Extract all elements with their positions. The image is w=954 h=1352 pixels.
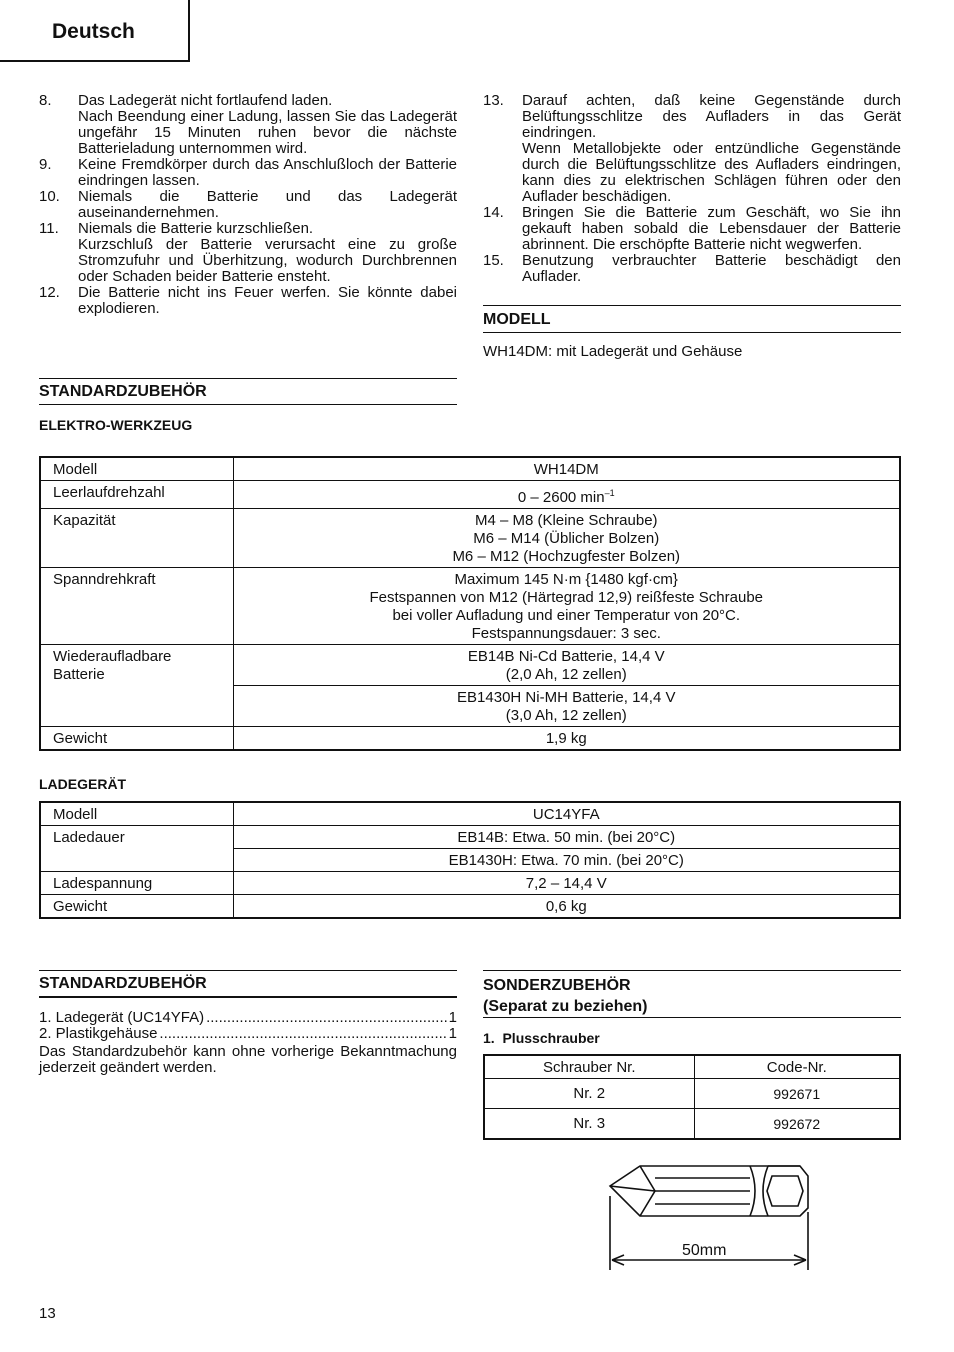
- spec-label-text: Wiederaufladbare Batterie: [53, 648, 172, 683]
- table-row: [40, 481, 900, 509]
- list-item-number: 8.: [39, 92, 52, 109]
- charger-spec-table: [39, 801, 901, 919]
- list-item-line: Die Batterie nicht ins Feuer werfen. Sie könnte dabei explodieren.: [78, 284, 457, 317]
- list-item-line: Niemals die Batterie und das Ladegerät auseinandernehmen.: [78, 188, 457, 221]
- list-item-body: [78, 221, 457, 285]
- spec-value-line: EB14B: Etwa. 50 min. (bei 20°C): [457, 829, 676, 846]
- list-item-body: [78, 189, 457, 221]
- standard-accessories-heading-2-text: STANDARDZUBEHÖR: [39, 975, 207, 992]
- list-item: [483, 93, 901, 205]
- list-item-body: [78, 285, 457, 317]
- spec-value-line: (3,0 Ah, 12 zellen): [505, 707, 627, 724]
- spec-label: Kapazität: [40, 509, 233, 568]
- optional-heading-line: SONDERZUBEHÖR: [483, 977, 631, 994]
- spec-label: Modell: [40, 457, 233, 481]
- list-item-body: [522, 93, 901, 205]
- spec-label: Leerlaufdrehzahl: [40, 481, 233, 509]
- leader-dots: [159, 1026, 446, 1042]
- spec-superscript: –1: [604, 488, 615, 498]
- table-cell: 992671: [694, 1079, 900, 1109]
- spec-value: [233, 645, 900, 686]
- spec-value-line: EB1430H Ni-MH Batterie, 14,4 V: [457, 689, 676, 706]
- list-item-line: Nach Beendung einer Ladung, lassen Sie das Ladegerät ungefähr 15 Minuten ruhen bevor die nächste Batterieladung unternommen wird.: [78, 108, 457, 157]
- spec-value-line: WH14DM: [533, 461, 599, 478]
- optional-accessories-heading: [483, 970, 901, 1018]
- modell-heading-text: MODELL: [483, 311, 551, 328]
- column-header: Schrauber Nr.: [484, 1055, 694, 1079]
- list-item-line: Wenn Metallobjekte oder entzündliche Gegenstände durch die Belüftungsschlitze des Aufladers eindringen, kann dies zu elektrischen Schlägen führen oder den Auflader beschädigen.: [522, 140, 901, 205]
- table-cell: 992672: [694, 1109, 900, 1140]
- list-item-line: Benutzung verbrauchter Batterie beschädigt den Auflader.: [522, 252, 901, 285]
- list-item-number: 14.: [483, 204, 504, 221]
- spec-value: [233, 872, 900, 895]
- table-row: [40, 509, 900, 568]
- accessory-label: 2. Plastikgehäuse: [39, 1025, 158, 1042]
- accessory-qty: 1: [448, 1025, 457, 1042]
- standard-accessories-heading: [39, 378, 457, 405]
- power-tool-subheading: ELEKTRO-WERKZEUG: [39, 417, 193, 433]
- accessory-qty: 1: [448, 1009, 457, 1026]
- spec-value: [233, 481, 900, 509]
- screwdriver-bit-illustration: [600, 1156, 815, 1274]
- page-number: 13: [39, 1305, 56, 1322]
- list-item-body: [522, 253, 901, 285]
- spec-value-line: M6 – M14 (Üblicher Bolzen): [473, 530, 660, 547]
- table-row: [40, 568, 900, 645]
- spec-value: [233, 568, 900, 645]
- spec-value-line: 1,9 kg: [545, 730, 587, 747]
- modell-heading: [483, 305, 901, 333]
- spec-value-line: Festspannungsdauer: 3 sec.: [471, 625, 661, 642]
- list-item-line: Bringen Sie die Batterie zum Geschäft, wo Sie ihn gekauft haben sobald die Lebensdauer der Batterie abrinnent. Die erschöpfte Batterie nicht wegwerfen.: [522, 204, 901, 253]
- left-safety-list: [39, 93, 457, 317]
- spec-value-line: Maximum 145 N·m {1480 kgf·cm}: [454, 571, 678, 588]
- list-item: [39, 1010, 457, 1026]
- spec-value-line: 0,6 kg: [545, 898, 587, 915]
- list-item: [39, 285, 457, 317]
- spec-value-line: bei voller Aufladung und einer Temperatur von 20°C.: [392, 607, 741, 624]
- table-row: [40, 645, 900, 686]
- list-item-line: Kurzschluß der Batterie verursacht eine zu große Stromzufuhr und Überhitzung, wodurch Durchbrennen oder Schaden beider Batterie ensteht.: [78, 236, 457, 285]
- spec-value-line: 7,2 – 14,4 V: [525, 875, 607, 892]
- optional-heading-line: (Separat zu beziehen): [483, 998, 648, 1015]
- table-row: [484, 1079, 900, 1109]
- spec-value: [233, 509, 900, 568]
- table-row: [40, 826, 900, 849]
- leader-dots: [206, 1010, 447, 1026]
- optional-item-heading: [483, 1030, 600, 1046]
- list-item: [483, 253, 901, 285]
- list-item-body: [522, 205, 901, 253]
- spec-label: Modell: [40, 802, 233, 826]
- spec-value-line: M4 – M8 (Kleine Schraube): [474, 512, 658, 529]
- table-row: [40, 802, 900, 826]
- table-row: [40, 895, 900, 919]
- list-item-number: 11.: [39, 220, 59, 237]
- spec-value: [233, 802, 900, 826]
- column-header: Code-Nr.: [694, 1055, 900, 1079]
- table-row: [40, 727, 900, 751]
- list-item-number: 13.: [483, 92, 504, 109]
- spec-value-line: EB1430H: Etwa. 70 min. (bei 20°C): [448, 852, 684, 869]
- list-item-body: [78, 93, 457, 157]
- list-item-line: Darauf achten, daß keine Gegenstände durch Belüftungsschlitze des Aufladers in das Gerät eindringen.: [522, 92, 901, 141]
- optional-item-num: 1.: [483, 1030, 495, 1046]
- spec-value-line: 0 – 2600 min: [517, 489, 605, 506]
- spec-value-line: UC14YFA: [532, 806, 600, 823]
- bit-table: [483, 1054, 901, 1140]
- spec-value: [233, 895, 900, 919]
- spec-label: Ladespannung: [40, 872, 233, 895]
- spec-value-line: (2,0 Ah, 12 zellen): [505, 666, 627, 683]
- spec-value: [233, 849, 900, 872]
- table-row: [40, 457, 900, 481]
- table-cell: Nr. 2: [484, 1079, 694, 1109]
- standard-accessories-heading-2: [39, 970, 457, 998]
- spec-label: Ladedauer: [40, 826, 233, 872]
- list-item-number: 9.: [39, 156, 52, 173]
- table-row: [484, 1055, 900, 1079]
- spec-label: Gewicht: [40, 727, 233, 751]
- list-item-number: 15.: [483, 252, 504, 269]
- table-row: [40, 872, 900, 895]
- charger-subheading: LADEGERÄT: [39, 776, 127, 792]
- list-item-number: 10.: [39, 188, 60, 205]
- list-item: [39, 189, 457, 221]
- spec-value-line: M6 – M12 (Hochzugfester Bolzen): [452, 548, 681, 565]
- accessory-note: Das Standardzubehör kann ohne vorherige Bekanntmachung jederzeit geändert werden.: [39, 1043, 457, 1076]
- spec-value: [233, 686, 900, 727]
- list-item-line: Niemals die Batterie kurzschließen.: [78, 220, 314, 237]
- modell-text: WH14DM: mit Ladegerät und Gehäuse: [483, 343, 743, 360]
- right-safety-list: [483, 93, 901, 285]
- spec-label: Spanndrehkraft: [40, 568, 233, 645]
- standard-accessories-heading-text: STANDARDZUBEHÖR: [39, 383, 207, 400]
- list-item: [39, 93, 457, 157]
- language-tab: [0, 0, 190, 62]
- bit-dimension-label: 50mm: [682, 1242, 727, 1259]
- spec-value-line: Festspannen von M12 (Härtegrad 12,9) reißfeste Schraube: [369, 589, 764, 606]
- list-item-body: [78, 157, 457, 189]
- tool-spec-table: [39, 456, 901, 751]
- spec-value: [233, 826, 900, 849]
- spec-label: [40, 645, 233, 727]
- list-item: [39, 1026, 457, 1042]
- list-item-number: 12.: [39, 284, 60, 301]
- spec-value: [233, 727, 900, 751]
- spec-value: [233, 457, 900, 481]
- language-label: Deutsch: [52, 20, 135, 43]
- table-row: [484, 1109, 900, 1140]
- spec-label: Gewicht: [40, 895, 233, 919]
- spec-value-line: EB14B Ni-Cd Batterie, 14,4 V: [467, 648, 665, 665]
- standard-accessories-list: [39, 1010, 457, 1076]
- list-item: [483, 205, 901, 253]
- list-item: [39, 157, 457, 189]
- optional-item-label: Plusschrauber: [502, 1030, 600, 1046]
- list-item-line: Keine Fremdkörper durch das Anschlußloch der Batterie eindringen lassen.: [78, 156, 457, 189]
- list-item-line: Das Ladegerät nicht fortlaufend laden.: [78, 92, 333, 109]
- accessory-label: 1. Ladegerät (UC14YFA): [39, 1009, 205, 1026]
- table-cell: Nr. 3: [484, 1109, 694, 1140]
- list-item: [39, 221, 457, 285]
